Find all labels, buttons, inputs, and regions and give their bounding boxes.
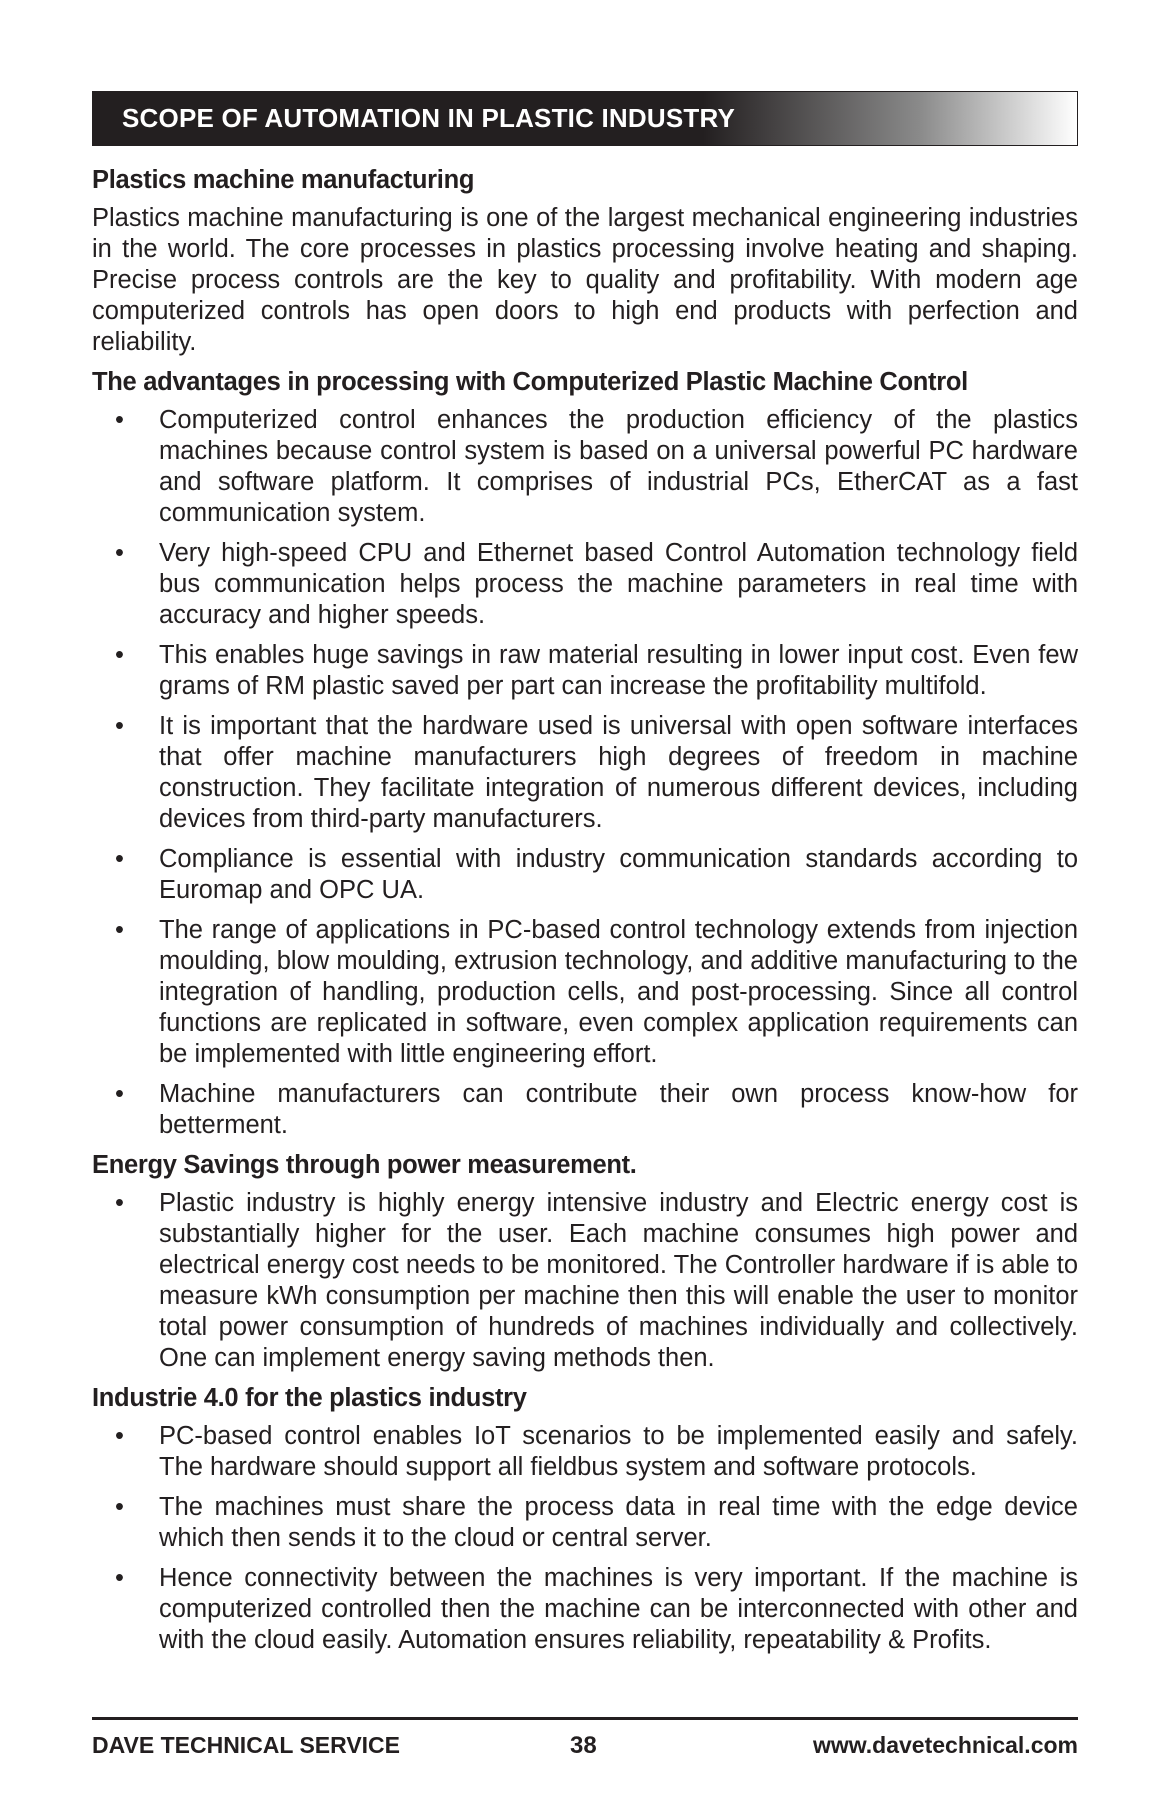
bullet-item [92, 1492, 1078, 1554]
bullet-text: The range of applications in PC-based control technology extends from injection moulding, blow moulding, extrusion technology, and additive manufacturing to the integration of handling, production cells, and post-processing. Since all control functions are replicated in software, even complex application requirements can be implemented with little engineering effort. [159, 916, 1078, 1068]
bullet-item [92, 844, 1078, 906]
bullet-icon: • [115, 712, 124, 740]
bullet-list [92, 1188, 1078, 1374]
page-number: 38 [570, 1732, 597, 1759]
bullet-icon: • [115, 1564, 124, 1592]
page-title: SCOPE OF AUTOMATION IN PLASTIC INDUSTRY [122, 103, 736, 133]
bullet-icon: • [115, 1080, 124, 1108]
bullet-icon: • [115, 1493, 124, 1521]
section-heading: The advantages in processing with Computerized Plastic Machine Control [92, 368, 968, 396]
footer-website: www.davetechnical.com [812, 1732, 1078, 1758]
bullet-item [92, 405, 1078, 529]
bullet-item [92, 640, 1078, 702]
footer-company: DAVE TECHNICAL SERVICE [92, 1732, 400, 1758]
bullet-text: Very high-speed CPU and Ethernet based Control Automation technology field bus communication helps process the machine parameters in real time with accuracy and higher speeds. [159, 539, 1078, 629]
bullet-item [92, 538, 1078, 631]
section-heading: Industrie 4.0 for the plastics industry [92, 1384, 527, 1412]
bullet-icon: • [115, 1189, 124, 1217]
bullet-text: Machine manufacturers can contribute their own process know-how for betterment. [159, 1080, 1078, 1139]
bullet-item [92, 711, 1078, 835]
bullet-list [92, 405, 1078, 1141]
bullet-text: It is important that the hardware used is universal with open software interfaces that offer machine manufacturers high degrees of freedom in machine construction. They facilitate integration of numerous different devices, including devices from third-party manufacturers. [159, 712, 1078, 833]
section-banner [92, 91, 1078, 146]
bullet-text: This enables huge savings in raw material resulting in lower input cost. Even few grams of RM plastic saved per part can increase the profitability multifold. [159, 641, 1078, 700]
bullet-text: Computerized control enhances the production efficiency of the plastics machines because control system is based on a universal powerful PC hardware and software platform. It comprises of industrial PCs, EtherCAT as a fast communication system. [159, 406, 1078, 527]
bullet-icon: • [115, 845, 124, 873]
bullet-icon: • [115, 916, 124, 944]
bullet-item [92, 1188, 1078, 1374]
bullet-item [92, 1079, 1078, 1141]
page-content [92, 165, 1078, 1665]
bullet-icon: • [115, 641, 124, 669]
bullet-item [92, 915, 1078, 1070]
bullet-text: Plastic industry is highly energy intensive industry and Electric energy cost is substantially higher for the user. Each machine consumes high power and electrical energy cost needs to be monitored. The Controller hardware if is able to measure kWh consumption per machine then this will enable the user to monitor total power consumption of hundreds of machines individually and collectively. One can implement energy saving methods then. [159, 1189, 1078, 1372]
bullet-icon: • [115, 406, 124, 434]
bullet-text: Compliance is essential with industry communication standards according to Euromap and OPC UA. [159, 845, 1078, 904]
bullet-text: Hence connectivity between the machines is very important. If the machine is computerized controlled then the machine can be interconnected with other and with the cloud easily. Automation ensures reliability, repeatability & Profits. [159, 1564, 1078, 1654]
bullet-text: PC-based control enables IoT scenarios to be implemented easily and safely. The hardware should support all fieldbus system and software protocols. [159, 1422, 1078, 1481]
footer-divider [92, 1717, 1078, 1720]
bullet-item [92, 1421, 1078, 1483]
bullet-icon: • [115, 1422, 124, 1450]
section-heading: Plastics machine manufacturing [92, 166, 475, 194]
bullet-text: The machines must share the process data in real time with the edge device which then sends it to the cloud or central server. [159, 1493, 1078, 1552]
bullet-item [92, 1563, 1078, 1656]
section-paragraph: Plastics machine manufacturing is one of the largest mechanical engineering industries in the world. The core processes in plastics processing involve heating and shaping. Precise process controls are the key to quality and profitability. With modern age computerized controls has open doors to high end products with perfection and reliability. [92, 204, 1078, 356]
bullet-icon: • [115, 539, 124, 567]
section-heading: Energy Savings through power measurement. [92, 1151, 637, 1179]
bullet-list [92, 1421, 1078, 1656]
